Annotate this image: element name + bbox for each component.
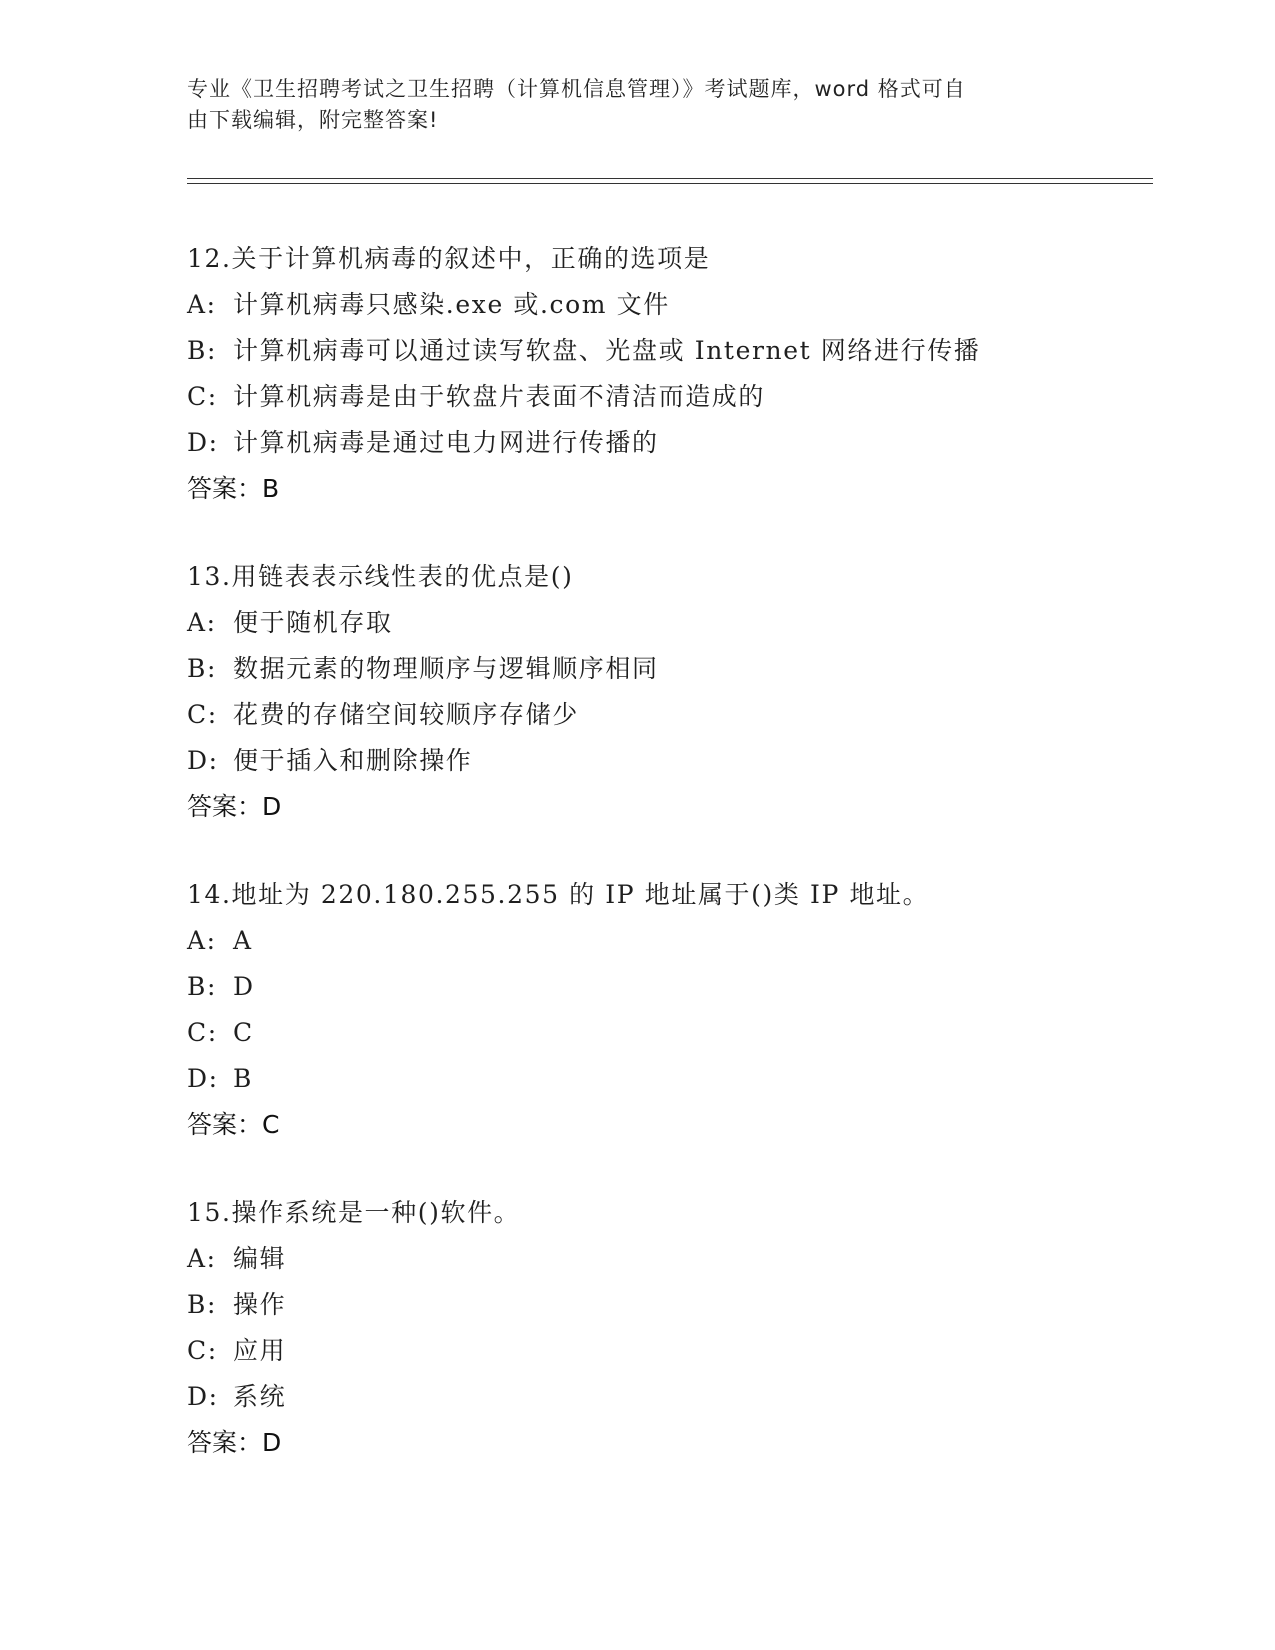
answer-line: 答案：C: [187, 1110, 280, 1139]
option-text: 数据元素的物理顺序与逻辑顺序相同: [233, 654, 659, 683]
option-text: A: [233, 926, 253, 955]
option-a: [187, 600, 1153, 646]
option-letter: C:: [187, 1336, 218, 1365]
answer-line: 答案：D: [187, 792, 282, 821]
option-text: 便于随机存取: [233, 608, 393, 637]
option-b: [187, 328, 1153, 374]
option-text: 便于插入和删除操作: [233, 746, 473, 775]
option-text: 计算机病毒是由于软盘片表面不清洁而造成的: [233, 382, 766, 411]
question-stem: 12.关于计算机病毒的叙述中，正确的选项是: [187, 244, 711, 273]
option-text: 操作: [233, 1290, 287, 1319]
header-divider-bottom: [187, 183, 1153, 184]
option-letter: A:: [187, 926, 217, 955]
question-15: [187, 1190, 1153, 1466]
question-12: [187, 236, 1153, 512]
header-line-2: 由下载编辑，附完整答案!: [187, 108, 439, 132]
option-text: 计算机病毒可以通过读写软盘、光盘或 Internet 网络进行传播: [233, 336, 981, 365]
question-stem: 14.地址为 220.180.255.255 的 IP 地址属于()类 IP 地址。: [187, 880, 930, 909]
option-letter: D:: [187, 1382, 219, 1411]
option-letter: D:: [187, 428, 219, 457]
option-d: [187, 1374, 1153, 1420]
option-letter: A:: [187, 1244, 217, 1273]
option-b: [187, 646, 1153, 692]
option-letter: A:: [187, 608, 217, 637]
option-c: [187, 374, 1153, 420]
option-c: [187, 1010, 1153, 1056]
answer-line: 答案：D: [187, 1428, 282, 1457]
option-text: B: [233, 1064, 253, 1093]
option-b: [187, 964, 1153, 1010]
option-text: D: [233, 972, 255, 1001]
option-text: 花费的存储空间较顺序存储少: [233, 700, 579, 729]
option-letter: B:: [187, 654, 217, 683]
option-b: [187, 1282, 1153, 1328]
option-text: 编辑: [233, 1244, 287, 1273]
option-text: 应用: [233, 1336, 287, 1365]
question-stem: 15.操作系统是一种()软件。: [187, 1198, 521, 1227]
option-letter: B:: [187, 336, 217, 365]
option-c: [187, 692, 1153, 738]
option-letter: B:: [187, 972, 217, 1001]
question-13: [187, 554, 1153, 830]
document-header: [187, 74, 1067, 136]
option-a: [187, 918, 1153, 964]
option-text: 计算机病毒是通过电力网进行传播的: [233, 428, 659, 457]
option-d: [187, 738, 1153, 784]
option-text: C: [233, 1018, 254, 1047]
answer-line: 答案：B: [187, 474, 280, 503]
option-text: 系统: [233, 1382, 287, 1411]
question-stem: 13.用链表表示线性表的优点是(): [187, 562, 574, 591]
option-c: [187, 1328, 1153, 1374]
option-text: 计算机病毒只感染.exe 或.com 文件: [233, 290, 670, 319]
question-14: [187, 872, 1153, 1148]
option-letter: B:: [187, 1290, 217, 1319]
question-list: [187, 236, 1153, 1508]
option-letter: C:: [187, 700, 218, 729]
header-line-1: 专业《卫生招聘考试之卫生招聘（计算机信息管理）》考试题库，word 格式可自: [187, 77, 966, 101]
option-letter: C:: [187, 1018, 218, 1047]
header-divider-top: [187, 178, 1153, 179]
option-a: [187, 282, 1153, 328]
option-letter: C:: [187, 382, 218, 411]
option-d: [187, 420, 1153, 466]
option-letter: D:: [187, 1064, 219, 1093]
option-d: [187, 1056, 1153, 1102]
option-a: [187, 1236, 1153, 1282]
option-letter: D:: [187, 746, 219, 775]
option-letter: A:: [187, 290, 217, 319]
